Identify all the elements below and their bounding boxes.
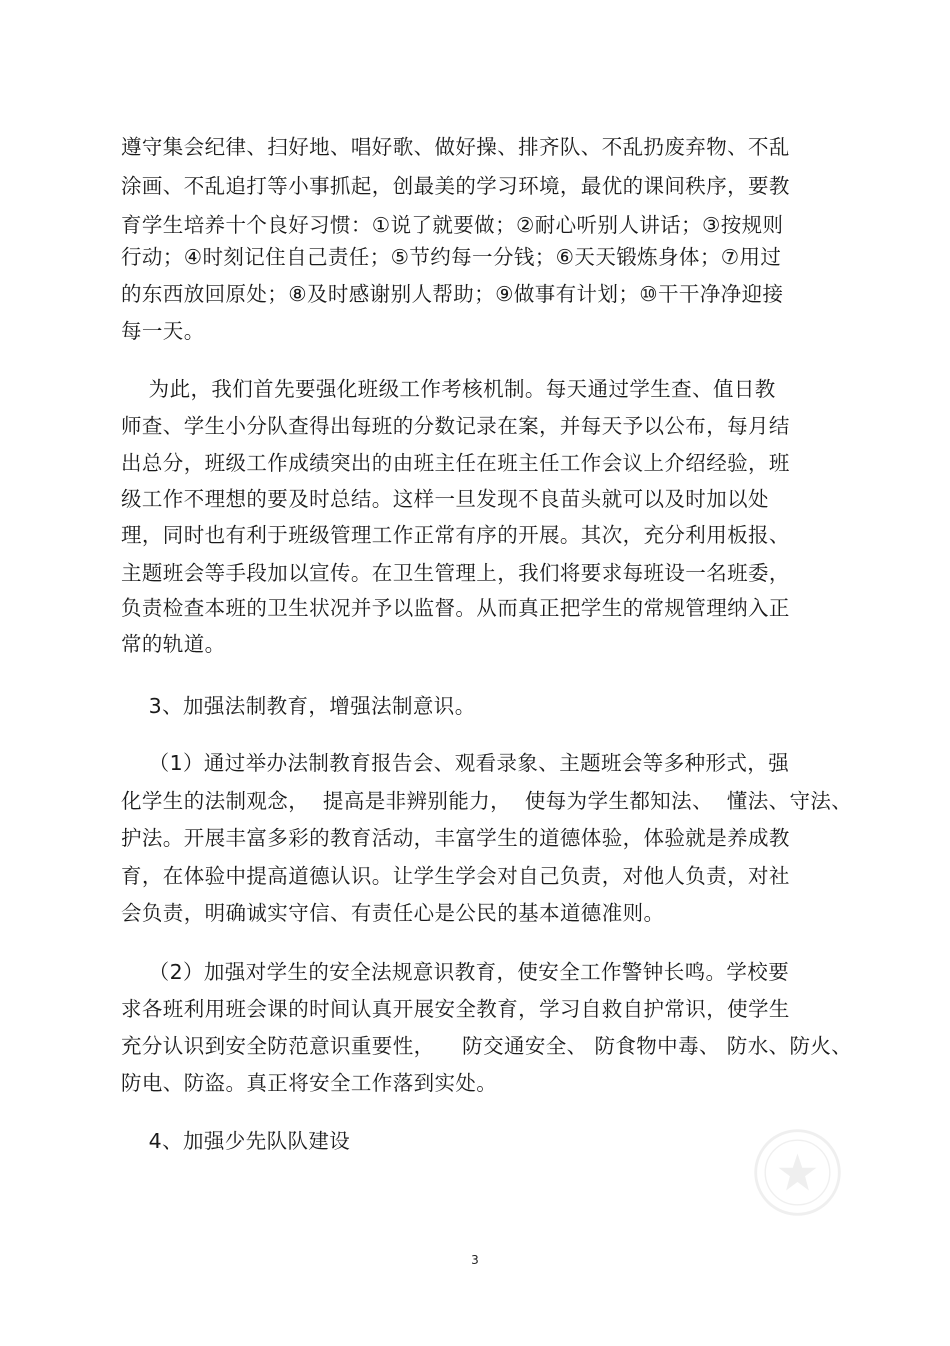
text-line: 为此，我们首先要强化班级工作考核机制。每天通过学生查、值日教 bbox=[121, 377, 776, 401]
text-line: （2）加强对学生的安全法规意识教育，使安全工作警钟长鸣。学校要 bbox=[121, 960, 790, 984]
text-line: 行动；④时刻记住自己责任；⑤节约每一分钱；⑥天天锻炼身体；⑦用过 bbox=[121, 245, 782, 269]
text-line: 会负责，明确诚实守信、有责任心是公民的基本道德准则。 bbox=[121, 901, 665, 925]
text-line: 3、加强法制教育，增强法制意识。 bbox=[121, 694, 476, 718]
text-line: （1）通过举办法制教育报告会、观看录象、主题班会等多种形式，强 bbox=[121, 751, 790, 775]
watermark-stamp-icon bbox=[750, 1125, 845, 1220]
text-line: 育，在体验中提高道德认识。让学生学会对自己负责，对他人负责，对社 bbox=[121, 864, 790, 888]
text-line: 每一天。 bbox=[121, 319, 205, 343]
text-line: 常的轨道。 bbox=[121, 632, 226, 656]
text-line: 出总分，班级工作成绩突出的由班主任在班主任工作会议上介绍经验，班 bbox=[121, 451, 790, 475]
text-line: 的东西放回原处；⑧及时感谢别人帮助；⑨做事有计划；⑩干干净净迎接 bbox=[121, 282, 784, 306]
text-line: 主题班会等手段加以宣传。在卫生管理上，我们将要求每班设一名班委， bbox=[121, 561, 790, 585]
page-number: 3 bbox=[471, 1253, 479, 1267]
text-line: 4、加强少先队队建设 bbox=[121, 1129, 351, 1153]
text-line: 负责检查本班的卫生状况并予以监督。从而真正把学生的常规管理纳入正 bbox=[121, 596, 790, 620]
text-line: 涂画、不乱追打等小事抓起，创最美的学习环境，最优的课间秩序，要教 bbox=[121, 174, 790, 198]
text-line: 师查、学生小分队查得出每班的分数记录在案，并每天予以公布，每月结 bbox=[121, 414, 790, 438]
text-line: 理，同时也有利于班级管理工作正常有序的开展。其次，充分利用板报、 bbox=[121, 523, 790, 547]
text-line: 化学生的法制观念， 提高是非辨别能力， 使每为学生都知法、 懂法、守法、 bbox=[121, 789, 853, 813]
text-line: 充分认识到安全防范意识重要性， 防交通安全、 防食物中毒、 防水、防火、 bbox=[121, 1034, 853, 1058]
text-line: 防电、防盗。真正将安全工作落到实处。 bbox=[121, 1071, 498, 1095]
text-line: 护法。开展丰富多彩的教育活动，丰富学生的道德体验，体验就是养成教 bbox=[121, 826, 790, 850]
text-line: 级工作不理想的要及时总结。这样一旦发现不良苗头就可以及时加以处 bbox=[121, 487, 769, 511]
text-line: 育学生培养十个良好习惯：①说了就要做；②耐心听别人讲话；③按规则 bbox=[121, 213, 784, 237]
text-line: 求各班利用班会课的时间认真开展安全教育，学习自救自护常识，使学生 bbox=[121, 997, 790, 1021]
text-line: 遵守集会纪律、扫好地、唱好歌、做好操、排齐队、不乱扔废弃物、不乱 bbox=[121, 135, 790, 159]
